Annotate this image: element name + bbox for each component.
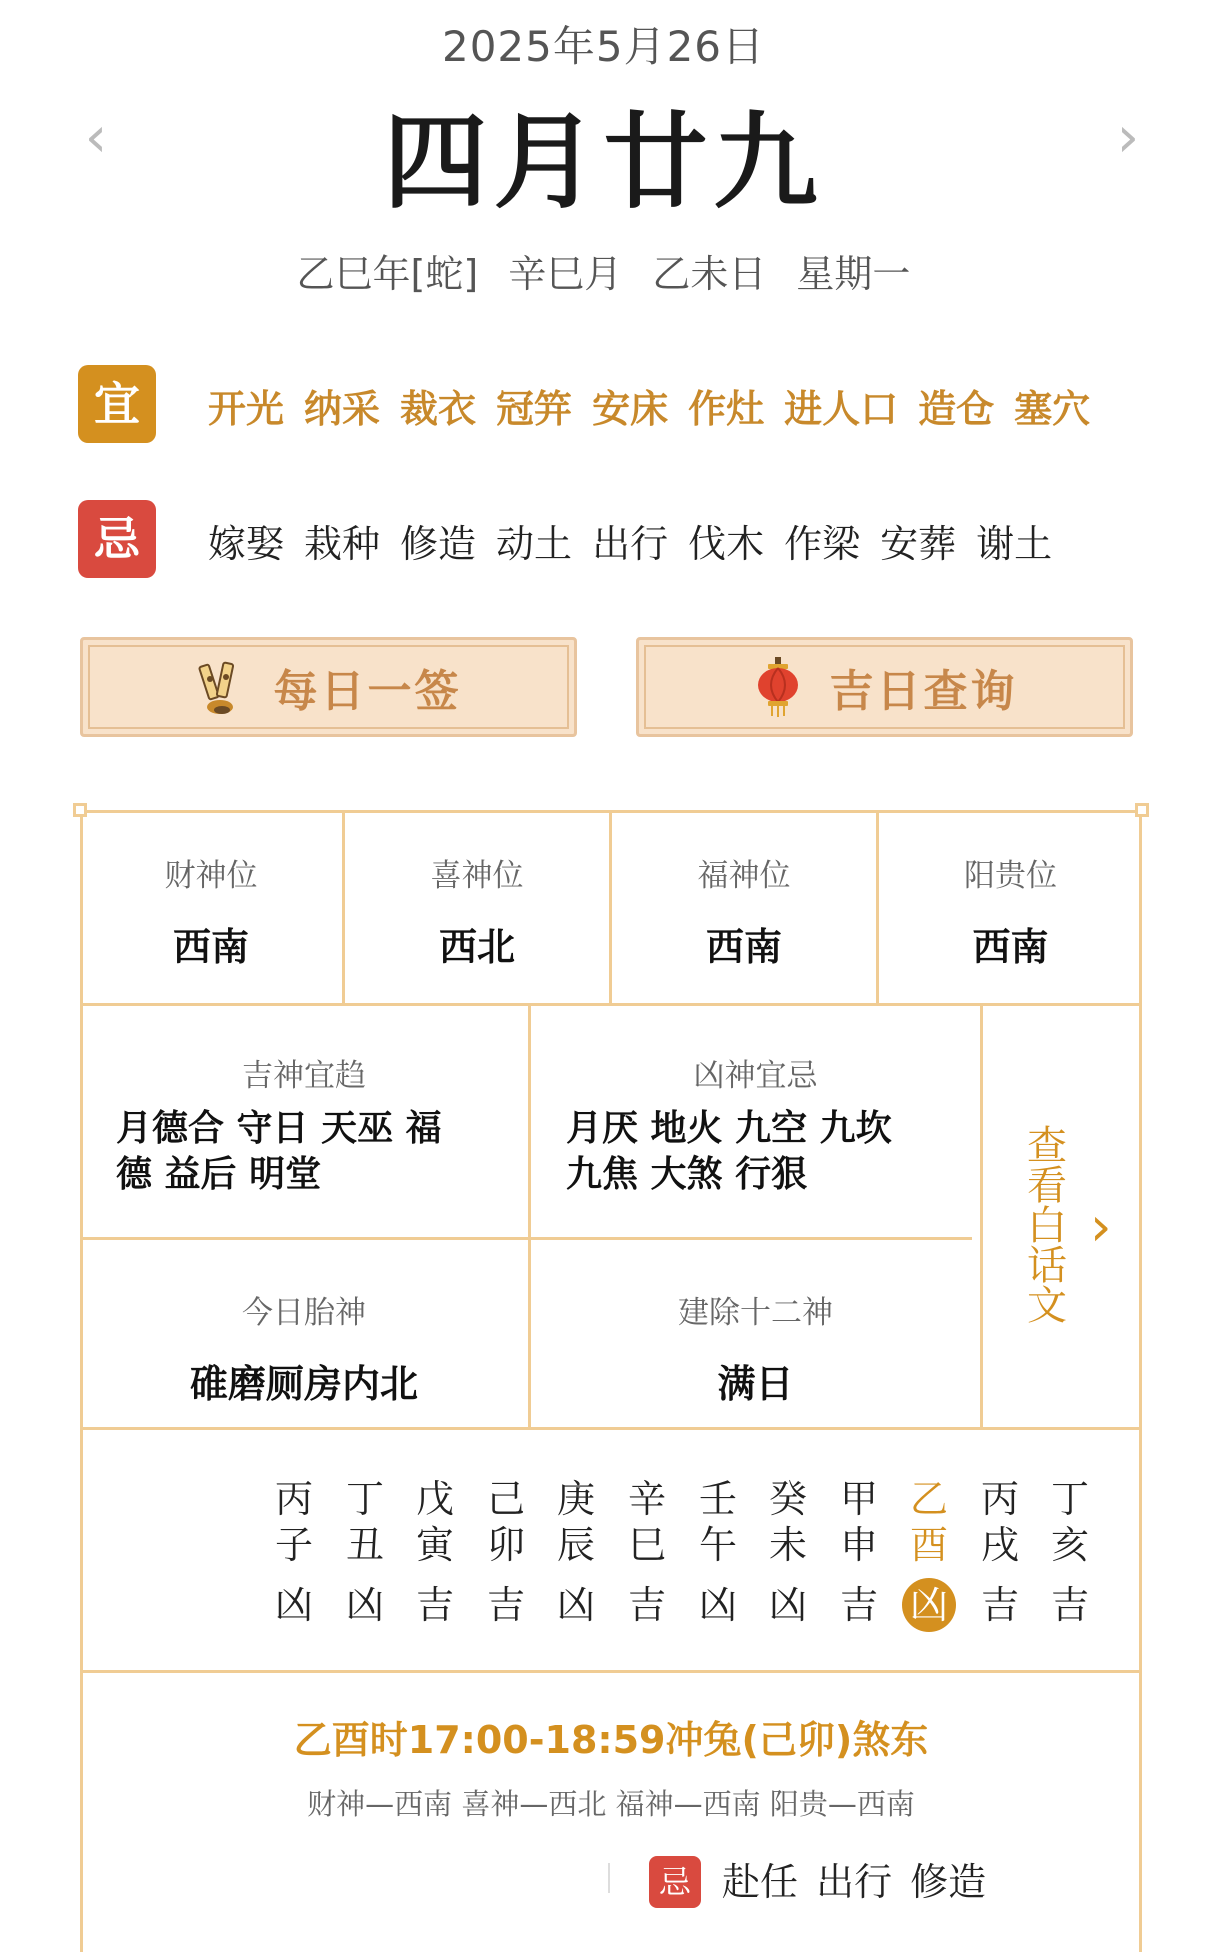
view-vernacular-button[interactable]: 查看白话文 xyxy=(1027,1123,1067,1329)
good-gods-list xyxy=(116,1106,516,1198)
hour-slot[interactable] xyxy=(758,1476,818,1632)
divider xyxy=(608,1863,610,1893)
bad-gods-label: 凶神宜忌 xyxy=(693,1058,818,1094)
ji-item: 修造 xyxy=(400,522,477,566)
hour-stem: 丙 xyxy=(980,1477,1019,1521)
fetal-god-label: 今日胎神 xyxy=(242,1295,366,1331)
hour-luck: 吉 xyxy=(627,1583,666,1627)
frame-corner xyxy=(1135,803,1149,817)
ji-item: 栽种 xyxy=(304,522,381,566)
hour-branch: 子 xyxy=(274,1523,313,1567)
chevron-right-icon[interactable]: › xyxy=(1116,105,1140,170)
yi-item: 造仓 xyxy=(918,387,995,431)
wealth-god-value: 西南 xyxy=(172,925,249,969)
grid-divider xyxy=(876,810,879,1005)
hour-stem: 壬 xyxy=(698,1477,737,1521)
hour-slot[interactable] xyxy=(829,1476,889,1632)
ji-badge: 忌 xyxy=(78,500,156,578)
fortune-god-value: 西南 xyxy=(705,925,782,969)
hour-ji-items: 赴任 出行 修造 xyxy=(722,1860,987,1904)
good-gods-line: 德 益后 明堂 xyxy=(116,1154,322,1195)
yi-badge: 宜 xyxy=(78,365,156,443)
hour-slot[interactable] xyxy=(405,1476,465,1632)
frame-corner xyxy=(73,803,87,817)
hour-slot[interactable] xyxy=(264,1476,324,1632)
hour-luck: 吉 xyxy=(980,1583,1019,1627)
ji-item: 出行 xyxy=(592,522,669,566)
hour-branch: 午 xyxy=(698,1523,737,1567)
fetal-god-value: 碓磨厕房内北 xyxy=(189,1362,418,1406)
hour-branch: 申 xyxy=(839,1523,878,1567)
yi-item: 安床 xyxy=(592,387,669,431)
hour-stem: 辛 xyxy=(627,1477,666,1521)
hour-branch: 亥 xyxy=(1050,1523,1089,1567)
twelve-gods-label: 建除十二神 xyxy=(678,1295,833,1331)
hour-branch: 辰 xyxy=(556,1523,595,1567)
hour-stem: 戊 xyxy=(415,1477,454,1521)
yi-item: 作灶 xyxy=(688,387,765,431)
fortune-god-label: 福神位 xyxy=(697,858,791,894)
lucky-day-button[interactable] xyxy=(636,637,1133,737)
good-gods-label: 吉神宜趋 xyxy=(242,1058,366,1094)
yi-item: 冠笄 xyxy=(496,387,573,431)
hour-slot[interactable] xyxy=(476,1476,536,1632)
bad-gods-line: 月厌 地火 九空 九坎 xyxy=(566,1108,892,1149)
hour-luck: 凶 xyxy=(698,1583,737,1627)
hour-luck: 吉 xyxy=(415,1583,454,1627)
yang-noble-value: 西南 xyxy=(972,925,1049,969)
hour-stem: 乙 xyxy=(909,1477,948,1521)
solar-date: 2025年5月26日 xyxy=(441,22,766,71)
hour-slot[interactable] xyxy=(970,1476,1030,1632)
hour-luck: 凶 xyxy=(345,1583,384,1627)
grid-divider xyxy=(80,1670,1142,1673)
bad-gods-line: 九焦 大煞 行狠 xyxy=(566,1154,808,1195)
hour-luck: 凶 xyxy=(274,1583,313,1627)
yi-item: 纳采 xyxy=(304,387,381,431)
daily-sign-button[interactable] xyxy=(80,637,577,737)
hour-stem: 癸 xyxy=(768,1477,807,1521)
hour-detail-title: 乙酉时17:00-18:59冲兔(己卯)煞东 xyxy=(293,1718,929,1762)
yi-item: 进人口 xyxy=(784,387,899,431)
hour-stem: 庚 xyxy=(556,1477,595,1521)
yi-item: 塞穴 xyxy=(1014,387,1091,431)
chevron-left-icon[interactable]: ‹ xyxy=(84,105,108,170)
ji-item: 作梁 xyxy=(784,522,861,566)
ji-item: 安葬 xyxy=(880,522,957,566)
ji-item: 谢土 xyxy=(976,522,1053,566)
hour-luck: 吉 xyxy=(1050,1583,1089,1627)
ganzhi-line: 乙巳年[蛇] 辛巳月 乙未日 星期一 xyxy=(296,252,911,296)
hour-luck: 凶 xyxy=(556,1583,595,1627)
hour-branch: 酉 xyxy=(909,1523,948,1567)
hour-branch: 巳 xyxy=(627,1523,666,1567)
yi-item: 开光 xyxy=(208,387,285,431)
hour-slot-active[interactable] xyxy=(899,1476,959,1632)
good-gods-line: 月德合 守日 天巫 福 xyxy=(116,1108,442,1149)
ji-item: 嫁娶 xyxy=(208,522,285,566)
yi-list xyxy=(208,378,1090,433)
hour-luck: 凶 xyxy=(768,1583,807,1627)
hour-luck: 吉 xyxy=(839,1583,878,1627)
joy-god-value: 西北 xyxy=(438,925,515,969)
hour-luck: 吉 xyxy=(486,1583,525,1627)
fortune-sticks-icon xyxy=(196,657,248,717)
yang-noble-label: 阳贵位 xyxy=(964,858,1057,894)
hour-branch: 未 xyxy=(768,1523,807,1567)
daily-sign-label: 每日一签 xyxy=(273,666,462,717)
yi-item: 裁衣 xyxy=(400,387,477,431)
hour-slot[interactable] xyxy=(546,1476,606,1632)
wealth-god-label: 财神位 xyxy=(164,858,258,894)
chevron-right-icon[interactable]: › xyxy=(1090,1195,1112,1258)
hour-branch: 卯 xyxy=(486,1523,525,1567)
hour-ji-badge: 忌 xyxy=(649,1856,701,1908)
hour-slot[interactable] xyxy=(335,1476,395,1632)
hour-branch: 戌 xyxy=(980,1523,1019,1567)
ji-list xyxy=(208,513,1052,568)
hour-stem: 丁 xyxy=(1050,1477,1089,1521)
hour-slot[interactable] xyxy=(617,1476,677,1632)
hour-luck: 凶 xyxy=(902,1578,956,1632)
grid-divider xyxy=(80,1237,972,1240)
bad-gods-list xyxy=(566,1106,966,1198)
lucky-day-label: 吉日查询 xyxy=(829,666,1018,717)
grid-divider xyxy=(609,810,612,1005)
twelve-gods-value: 满日 xyxy=(717,1362,794,1406)
joy-god-label: 喜神位 xyxy=(430,858,524,894)
hour-stem: 甲 xyxy=(839,1477,878,1521)
hour-slot[interactable] xyxy=(688,1476,748,1632)
ji-item: 动土 xyxy=(496,522,573,566)
grid-divider xyxy=(342,810,345,1005)
hour-stem: 己 xyxy=(486,1477,525,1521)
ji-item: 伐木 xyxy=(688,522,765,566)
hour-slot[interactable] xyxy=(1040,1476,1100,1632)
grid-divider xyxy=(980,1003,983,1429)
hour-branch: 寅 xyxy=(415,1523,454,1567)
hour-detail-gods: 财神—西南 喜神—西北 福神—西南 阳贵—西南 xyxy=(307,1787,915,1821)
lantern-icon xyxy=(752,657,804,717)
hour-branch: 丑 xyxy=(345,1523,384,1567)
hour-stem: 丙 xyxy=(274,1477,313,1521)
lunar-date: 四月廿九 xyxy=(383,101,824,223)
hour-stem: 丁 xyxy=(345,1477,384,1521)
